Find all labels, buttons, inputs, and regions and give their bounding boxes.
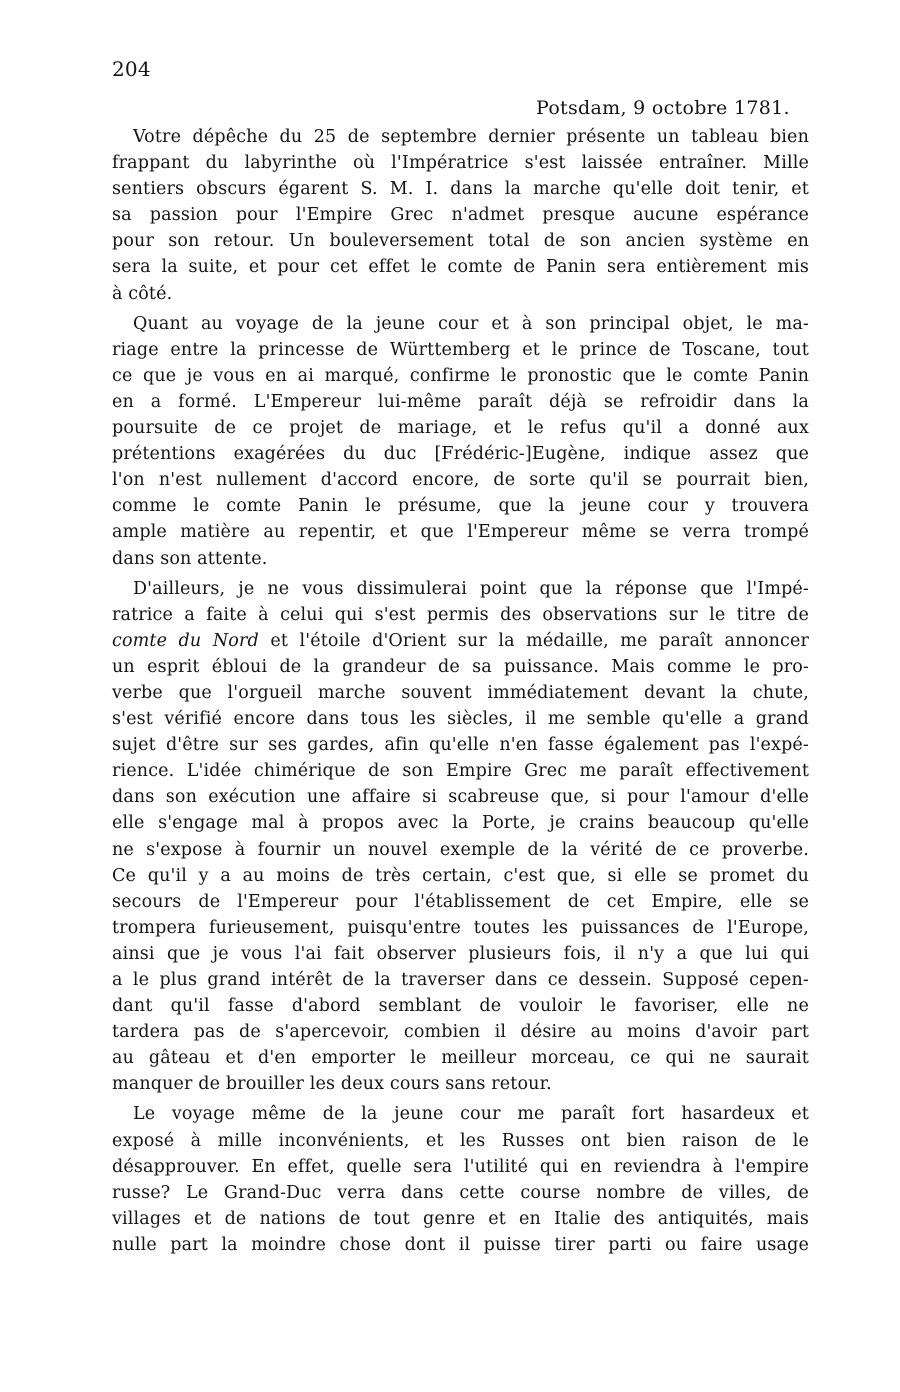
text-line: frappant du labyrinthe où l'Impératrice s'est laissée entraîner. Mille (112, 153, 809, 174)
text-line: ample matière au repentir, et que l'Empereur même se verra trompé (112, 522, 809, 543)
text-line: ainsi que je vous l'ai fait observer plusieurs fois, il n'y a que lui qui (112, 943, 809, 964)
text-line: à côté. (112, 283, 173, 304)
text-line: au gâteau et d'en emporter le meilleur morceau, ce qui ne saurait (112, 1048, 809, 1069)
text-line: villages et de nations de tout genre et en Italie des antiquités, mais (112, 1208, 809, 1229)
text-line: sa passion pour l'Empire Grec n'admet presque aucune espérance (112, 205, 809, 226)
paragraph (112, 1101, 809, 1258)
text-line: ne s'expose à fournir un nouvel exemple de la vérité de ce proverbe. (112, 839, 809, 860)
text-line: poursuite de ce projet de mariage, et le refus qu'il a donné aux (112, 418, 809, 439)
text-line: dans son attente. (112, 548, 268, 569)
text-line: désapprouver. En effet, quelle sera l'utilité qui en reviendra à l'empire (112, 1156, 809, 1177)
text-line: comme le comte Panin le présume, que la jeune cour y trouvera (112, 496, 809, 517)
text-line: rience. L'idée chimérique de son Empire Grec me paraît effectivement (112, 761, 809, 782)
page-number: 204 (112, 57, 151, 81)
text-line: elle s'engage mal à propos avec la Porte, je crains beaucoup qu'elle (112, 813, 809, 834)
letter-dateline: Potsdam, 9 octobre 1781. (536, 97, 790, 119)
text-line: russe? Le Grand-Duc verra dans cette course nombre de villes, de (112, 1182, 809, 1203)
text-line: exposé à mille inconvénients, et les Russes ont bien raison de le (112, 1130, 809, 1151)
text-line: ce que je vous en ai marqué, confirme le pronostic que le comte Panin (112, 365, 809, 386)
text-line: prétentions exagérées du duc [Frédéric-]Eugène, indique assez que (112, 444, 809, 465)
text-line: D'ailleurs, je ne vous dissimulerai point que la réponse que l'Impé- (133, 578, 809, 599)
letter-body (112, 124, 809, 1258)
text-line: sujet d'être sur ses gardes, afin qu'elle n'en fasse également pas l'expé- (112, 735, 809, 756)
text-line: tardera pas de s'apercevoir, combien il désire au moins d'avoir part (112, 1022, 809, 1043)
text-line: a le plus grand intérêt de la traverser dans ce dessein. Supposé cepen- (112, 970, 809, 990)
text-line: nulle part la moindre chose dont il puisse tirer parti ou faire usage (112, 1234, 809, 1255)
text-line: secours de l'Empereur pour l'établissement de cet Empire, elle se (112, 891, 809, 912)
text-line: Quant au voyage de la jeune cour et à son principal objet, le ma- (133, 313, 809, 334)
text-line: manquer de brouiller les deux cours sans retour. (112, 1074, 552, 1095)
italic-phrase: comte du Nord (112, 630, 259, 651)
text-line: Votre dépêche du 25 de septembre dernier présente un tableau bien (133, 127, 809, 147)
text-line: dant qu'il fasse d'abord semblant de vouloir le favoriser, elle ne (112, 996, 809, 1017)
text-line: dans son exécution une affaire si scabreuse que, si pour l'amour d'elle (112, 787, 809, 808)
text-line: pour son retour. Un bouleversement total de son ancien système en (112, 231, 809, 252)
text-line: sera la suite, et pour cet effet le comte de Panin sera entièrement mis (112, 257, 809, 278)
text-line: Le voyage même de la jeune cour me paraît fort hasardeux et (133, 1104, 809, 1125)
text-line: s'est vérifié encore dans tous les siècles, il me semble qu'elle a grand (112, 709, 809, 730)
text-line: un esprit ébloui de la grandeur de sa puissance. Mais comme le pro- (112, 656, 809, 677)
text-line: en a formé. L'Empereur lui-même paraît déjà se refroidir dans la (112, 391, 809, 412)
paragraph (112, 124, 809, 307)
text-line: comte du Nord et l'étoile d'Orient sur la médaille, me paraît annoncer (112, 630, 809, 651)
paragraph (112, 311, 809, 572)
text-line: l'on n'est nullement d'accord encore, de sorte qu'il se pourrait bien, (112, 470, 809, 491)
text-line: Ce qu'il y a au moins de très certain, c'est que, si elle se promet du (112, 865, 809, 886)
text-line: ratrice a faite à celui qui s'est permis des observations sur le titre de (112, 604, 809, 625)
text-line: riage entre la princesse de Württemberg et le prince de Toscane, tout (112, 339, 809, 360)
paragraph (112, 576, 809, 1098)
text-line: verbe que l'orgueil marche souvent immédiatement devant la chute, (112, 682, 809, 703)
text-line: sentiers obscurs égarent S. M. I. dans la marche qu'elle doit tenir, et (112, 179, 809, 200)
text-line: trompera furieusement, puisqu'entre toutes les puissances de l'Europe, (112, 917, 809, 938)
